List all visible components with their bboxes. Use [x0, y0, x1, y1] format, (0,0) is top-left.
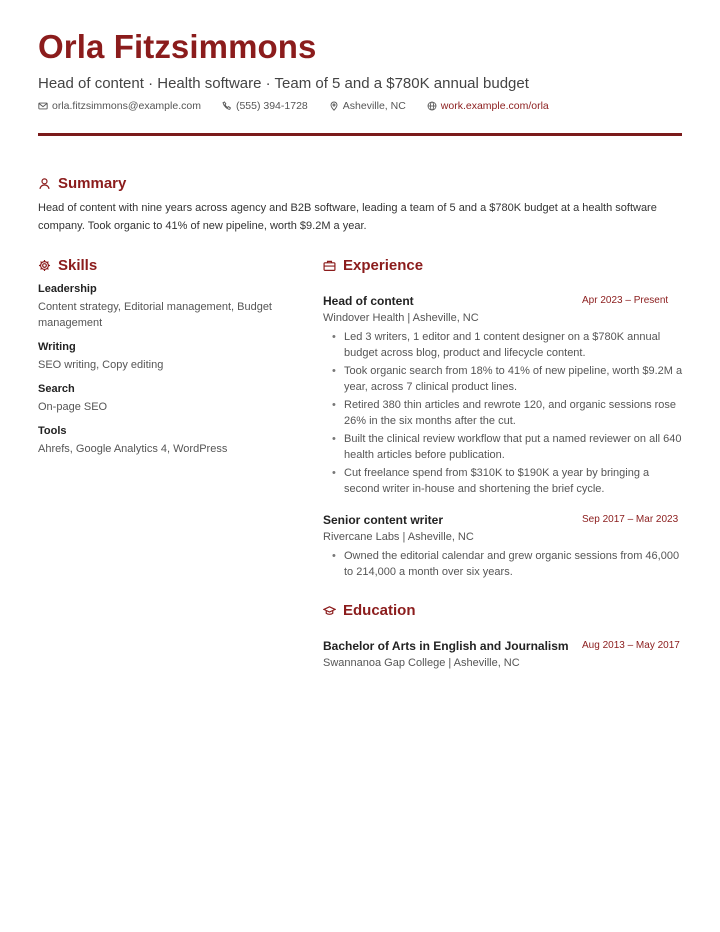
summary-text: Head of content with nine years across agency and B2B software, leading a team of 5 and a $780K budget at a health software company. Took organic to 41% of new pipeline, worth $9.2M a year. — [38, 202, 657, 232]
school: Swannanoa Gap College | Asheville, NC — [323, 657, 520, 669]
job-title: Senior content writer — [323, 513, 444, 527]
location-pin-icon — [329, 101, 339, 111]
skills-heading: Skills — [38, 257, 97, 274]
phone-icon — [222, 101, 232, 111]
location-text: Asheville, NC — [342, 100, 406, 112]
skill-items: SEO writing, Copy editing — [38, 359, 164, 371]
list-item: • Owned the editorial calendar and grew organic sessions from 46,000 to 214,000 a month over six years. — [323, 549, 683, 580]
job-bullets — [323, 549, 683, 580]
list-item: • Cut freelance spend from $310K to $190K a year by bringing a second writer in-house and shortening the brief cycle. — [323, 466, 683, 497]
contact-email[interactable] — [38, 100, 201, 112]
website-link[interactable]: work.example.com/orla — [440, 100, 549, 112]
summary-heading: Summary — [38, 175, 126, 192]
skill-group — [38, 382, 293, 415]
contact-website[interactable] — [427, 100, 549, 112]
job-company: Windover Health | Asheville, NC — [323, 312, 479, 324]
skill-items: On-page SEO — [38, 401, 108, 413]
skill-category: Writing — [38, 341, 76, 353]
skill-category: Tools — [38, 425, 67, 437]
job-dates: Sep 2017 – Mar 2023 — [582, 514, 679, 525]
job-entry — [323, 513, 683, 583]
skill-category: Search — [38, 383, 75, 395]
email-text: orla.fitzsimmons@example.com — [52, 100, 201, 112]
job-bullets — [323, 330, 683, 497]
job-entry — [323, 294, 683, 500]
skill-items: Content strategy, Editorial management, Budget management — [38, 301, 272, 329]
list-item: • Took organic search from 18% to 41% of new pipeline, worth $9.2M a year, across 7 clinical product lines. — [323, 364, 683, 395]
header-divider — [38, 133, 682, 136]
job-company: Rivercane Labs | Asheville, NC — [323, 531, 474, 543]
candidate-name: Orla Fitzsimmons — [38, 28, 317, 65]
list-item: • Led 3 writers, 1 editor and 1 content designer on a $780K annual budget across blog, product and lifecycle content. — [323, 330, 683, 361]
skill-group — [38, 340, 293, 373]
gear-icon — [38, 259, 51, 272]
globe-icon — [427, 101, 437, 111]
contact-bar — [38, 100, 570, 112]
contact-location — [329, 100, 406, 112]
education-dates: Aug 2013 – May 2017 — [582, 640, 680, 651]
headline: Head of content · Health software · Team of 5 and a $780K annual budget — [38, 75, 529, 92]
phone-text: (555) 394-1728 — [235, 100, 308, 112]
education-entry — [323, 639, 683, 669]
skill-items: Ahrefs, Google Analytics 4, WordPress — [38, 443, 228, 455]
job-dates: Apr 2023 – Present — [582, 295, 669, 306]
skill-group — [38, 424, 293, 457]
person-icon — [38, 177, 51, 190]
skill-group — [38, 282, 293, 331]
list-item: • Retired 380 thin articles and rewrote 120, and organic sessions rose 26% in the six months after the cut. — [323, 398, 683, 429]
briefcase-icon — [323, 259, 336, 272]
skills-list — [38, 282, 293, 466]
education-heading: Education — [323, 602, 416, 619]
list-item: • Built the clinical review workflow that put a named reviewer on all 640 health articles before publication. — [323, 432, 683, 463]
mail-icon — [38, 101, 48, 111]
experience-heading: Experience — [323, 257, 423, 274]
job-title: Head of content — [323, 294, 414, 308]
skill-category: Leadership — [38, 283, 97, 295]
graduation-cap-icon — [323, 604, 336, 617]
contact-phone[interactable] — [222, 100, 308, 112]
degree: Bachelor of Arts in English and Journalism — [323, 639, 569, 653]
